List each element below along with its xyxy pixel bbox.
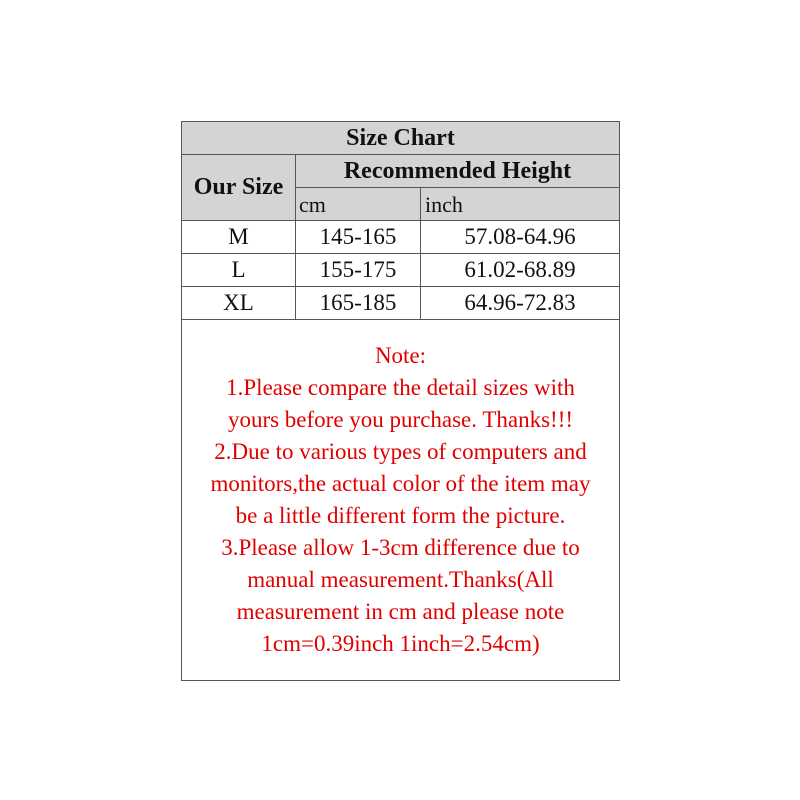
size-cell: M — [182, 221, 296, 253]
note-heading: Note: — [374, 343, 427, 368]
note-line: monitors,the actual color of the item may — [210, 471, 591, 496]
note-line: 1cm=0.39inch 1inch=2.54cm) — [261, 631, 540, 656]
unit-inch-header: inch — [421, 188, 619, 221]
cm-cell: 155-175 — [296, 254, 421, 286]
our-size-header: Our Size — [182, 155, 296, 221]
size-cell: L — [182, 254, 296, 286]
unit-cm-header: cm — [296, 188, 421, 221]
table-row — [182, 254, 619, 287]
note-line: 1.Please compare the detail sizes with — [226, 375, 575, 400]
size-chart — [181, 121, 620, 681]
cm-cell: 165-185 — [296, 287, 421, 319]
note-line: 3.Please allow 1-3cm difference due to — [221, 535, 580, 560]
note-line: manual measurement.Thanks(All — [247, 567, 554, 592]
note-line: measurement in cm and please note — [236, 599, 565, 624]
note-line: be a little different form the picture. — [235, 503, 566, 528]
table-row — [182, 287, 619, 320]
size-cell: XL — [182, 287, 296, 319]
note-section — [182, 320, 619, 680]
note-line: 2.Due to various types of computers and — [214, 439, 587, 464]
inch-cell: 61.02-68.89 — [464, 257, 576, 282]
cm-cell: 145-165 — [296, 221, 421, 253]
inch-cell: 57.08-64.96 — [464, 224, 576, 249]
inch-cell: 64.96-72.83 — [464, 290, 576, 315]
title-row — [182, 122, 619, 155]
note-line: yours before you purchase. Thanks!!! — [227, 407, 574, 432]
chart-title: Size Chart — [346, 124, 455, 151]
recommended-height-header: Recommended Height — [296, 155, 619, 188]
table-row — [182, 221, 619, 254]
